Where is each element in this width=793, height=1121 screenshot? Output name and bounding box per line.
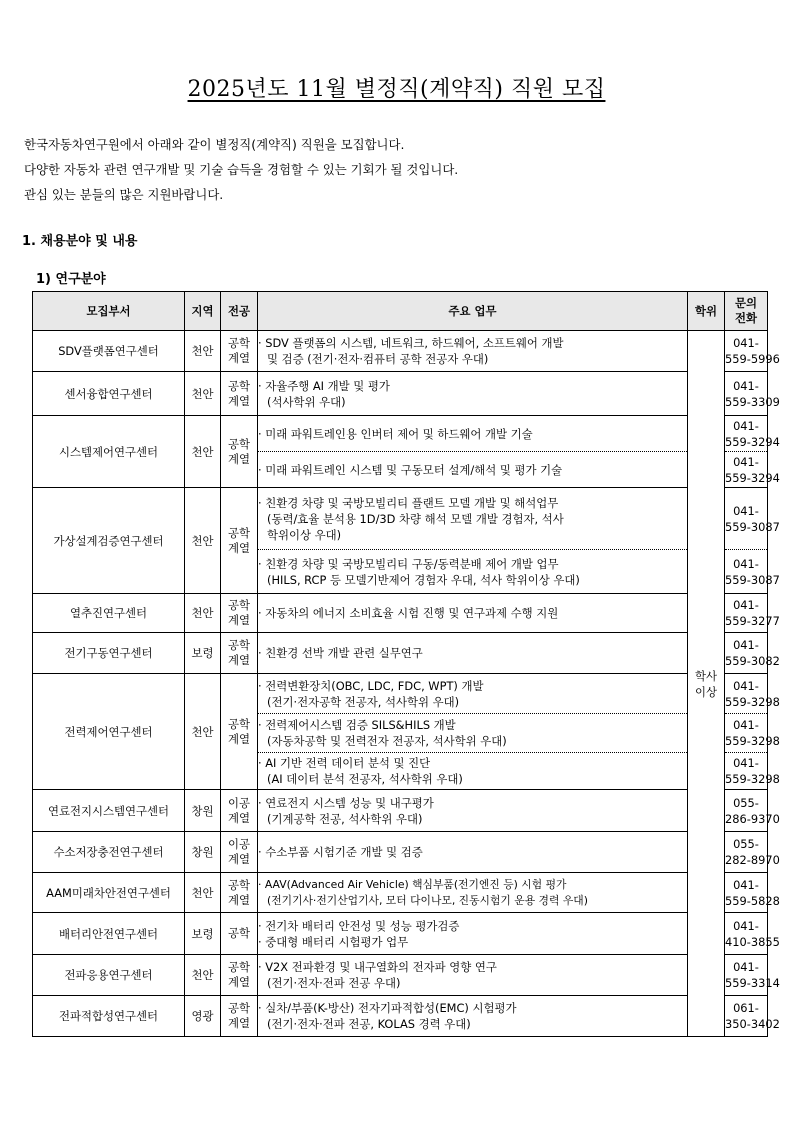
header-duty: 주요 업무 — [258, 292, 688, 331]
duty-cell: · SDV 플랫폼의 시스템, 네트워크, 하드웨어, 소프트웨어 개발 및 검증 (전기·전자·컴퓨터 공학 전공자 우대) — [258, 331, 688, 372]
dept-cell: 수소저장충전연구센터 — [33, 832, 185, 873]
dept-cell: 전파적합성연구센터 — [33, 996, 185, 1037]
header-region: 지역 — [185, 292, 221, 331]
dept-cell: 배터리안전연구센터 — [33, 913, 185, 955]
major-cell: 공학 계열 — [221, 633, 258, 674]
header-dept: 모집부서 — [33, 292, 185, 331]
phone-cell: 055- 286-9370 — [725, 790, 768, 832]
region-cell: 영광 — [185, 996, 221, 1037]
table-row — [33, 832, 768, 873]
major-cell: 이공 계열 — [221, 790, 258, 832]
duty-cell: · 자율주행 AI 개발 및 평가 (석사학위 우대) — [258, 372, 688, 416]
region-cell: 천안 — [185, 331, 221, 372]
table-row — [33, 674, 768, 714]
region-cell: 천안 — [185, 372, 221, 416]
subsection-heading: 1) 연구분야 — [36, 272, 106, 287]
dept-cell: 전력제어연구센터 — [33, 674, 185, 790]
table-row — [33, 955, 768, 996]
table-row — [33, 488, 768, 550]
header-major: 전공 — [221, 292, 258, 331]
phone-cell: 041- 559-3087 — [725, 488, 768, 550]
dept-cell: 전파응용연구센터 — [33, 955, 185, 996]
dept-cell: 시스템제어연구센터 — [33, 416, 185, 488]
phone-cell: 041- 559-3277 — [725, 594, 768, 633]
duty-cell: · V2X 전파환경 및 내구열화의 전자파 영향 연구 (전기·전자·전파 전공 우대) — [258, 955, 688, 996]
duty-cell: · 전력변환장치(OBC, LDC, FDC, WPT) 개발 (전기·전자공학 전공자, 석사학위 우대) — [258, 674, 688, 714]
phone-cell: 041- 559-3298 — [725, 753, 768, 790]
header-degree: 학위 — [688, 292, 725, 331]
major-cell: 공학 계열 — [221, 488, 258, 594]
duty-cell: · 수소부품 시험기준 개발 및 검증 — [258, 832, 688, 873]
table-row — [33, 372, 768, 416]
dept-cell: SDV플랫폼연구센터 — [33, 331, 185, 372]
region-cell: 천안 — [185, 955, 221, 996]
table-row — [33, 594, 768, 633]
major-cell: 공학 계열 — [221, 674, 258, 790]
phone-cell: 041- 410-3855 — [725, 913, 768, 955]
phone-cell: 055- 282-8970 — [725, 832, 768, 873]
phone-cell: 041- 559-5828 — [725, 873, 768, 913]
phone-cell: 041- 559-3314 — [725, 955, 768, 996]
table-row — [33, 873, 768, 913]
duty-cell: · 미래 파워트레인용 인버터 제어 및 하드웨어 개발 기술 — [258, 416, 688, 452]
duty-cell: · 친환경 차량 및 국방모빌리티 플랜트 모델 개발 및 해석업무 (동력/효율 분석용 1D/3D 차량 해석 모델 개발 경험자, 석사 학위이상 우대) — [258, 488, 688, 550]
dept-cell: 연료전지시스템연구센터 — [33, 790, 185, 832]
table-row — [33, 913, 768, 955]
duty-cell: · 자동차의 에너지 소비효율 시험 진행 및 연구과제 수행 지원 — [258, 594, 688, 633]
table-row — [33, 331, 768, 372]
duty-cell: · AAV(Advanced Air Vehicle) 핵심부품(전기엔진 등) 시험 평가 (전기기사·전기산업기사, 모터 다이나모, 진동시험기 운용 경력 우대) — [258, 873, 688, 913]
phone-cell: 041- 559-3298 — [725, 674, 768, 714]
phone-cell: 041- 559-3294 — [725, 416, 768, 452]
dept-cell: AAM미래차안전연구센터 — [33, 873, 185, 913]
phone-cell: 041- 559-3298 — [725, 714, 768, 753]
dept-cell: 센서융합연구센터 — [33, 372, 185, 416]
major-cell: 공학 계열 — [221, 955, 258, 996]
intro-line: 다양한 자동차 관련 연구개발 및 기술 습득을 경험할 수 있는 기회가 될 것입니다. — [24, 162, 459, 177]
major-cell: 공학 — [221, 913, 258, 955]
region-cell: 보령 — [185, 633, 221, 674]
section-heading: 1. 채용분야 및 내용 — [22, 234, 138, 249]
intro-line: 관심 있는 분들의 많은 지원바랍니다. — [24, 187, 224, 202]
table-header-row — [33, 292, 768, 331]
phone-cell: 041- 559-3294 — [725, 452, 768, 488]
duty-cell: · 연료전지 시스템 성능 및 내구평가 (기계공학 전공, 석사학위 우대) — [258, 790, 688, 832]
region-cell: 창원 — [185, 832, 221, 873]
table-row — [33, 996, 768, 1037]
table-row — [33, 790, 768, 832]
region-cell: 천안 — [185, 873, 221, 913]
phone-cell: 041- 559-3309 — [725, 372, 768, 416]
duty-cell: · 친환경 차량 및 국방모빌리티 구동/동력분배 제어 개발 업무 (HILS, RCP 등 모델기반제어 경험자 우대, 석사 학위이상 우대) — [258, 550, 688, 594]
table-row — [33, 416, 768, 452]
duty-cell: · 실차/부품(K-방산) 전자기파적합성(EMC) 시험평가 (전기·전자·전파 전공, KOLAS 경력 우대) — [258, 996, 688, 1037]
duty-cell: · 미래 파워트레인 시스템 및 구동모터 설계/해석 및 평가 기술 — [258, 452, 688, 488]
dept-cell: 전기구동연구센터 — [33, 633, 185, 674]
region-cell: 보령 — [185, 913, 221, 955]
duty-cell: · 친환경 선박 개발 관련 실무연구 — [258, 633, 688, 674]
jobs-table — [32, 291, 780, 1037]
duty-cell: · 전력제어시스템 검증 SILS&HILS 개발 (자동차공학 및 전력전자 전공자, 석사학위 우대) — [258, 714, 688, 753]
region-cell: 창원 — [185, 790, 221, 832]
region-cell: 천안 — [185, 594, 221, 633]
region-cell: 천안 — [185, 416, 221, 488]
phone-cell: 061- 350-3402 — [725, 996, 768, 1037]
intro-line: 한국자동차연구원에서 아래와 같이 별정직(계약직) 직원을 모집합니다. — [24, 137, 405, 152]
region-cell: 천안 — [185, 488, 221, 594]
major-cell: 공학 계열 — [221, 416, 258, 488]
page-title: 2025년도 11월 별정직(계약직) 직원 모집 — [187, 77, 606, 102]
major-cell: 이공 계열 — [221, 832, 258, 873]
dept-cell: 열추진연구센터 — [33, 594, 185, 633]
phone-cell: 041- 559-3082 — [725, 633, 768, 674]
major-cell: 공학 계열 — [221, 594, 258, 633]
phone-cell: 041- 559-5996 — [725, 331, 768, 372]
dept-cell: 가상설계검증연구센터 — [33, 488, 185, 594]
phone-cell: 041- 559-3087 — [725, 550, 768, 594]
major-cell: 공학 계열 — [221, 996, 258, 1037]
major-cell: 공학 계열 — [221, 372, 258, 416]
degree-cell: 학사 이상 — [688, 331, 725, 1037]
duty-cell: · AI 기반 전력 데이터 분석 및 진단 (AI 데이터 분석 전공자, 석사학위 우대) — [258, 753, 688, 790]
duty-cell: · 전기차 배터리 안전성 및 성능 평가검증 · 중대형 배터리 시험평가 업무 — [258, 913, 688, 955]
major-cell: 공학 계열 — [221, 331, 258, 372]
header-phone: 문의 전화 — [725, 292, 768, 331]
intro-paragraph — [24, 132, 458, 207]
table-row — [33, 633, 768, 674]
region-cell: 천안 — [185, 674, 221, 790]
major-cell: 공학 계열 — [221, 873, 258, 913]
